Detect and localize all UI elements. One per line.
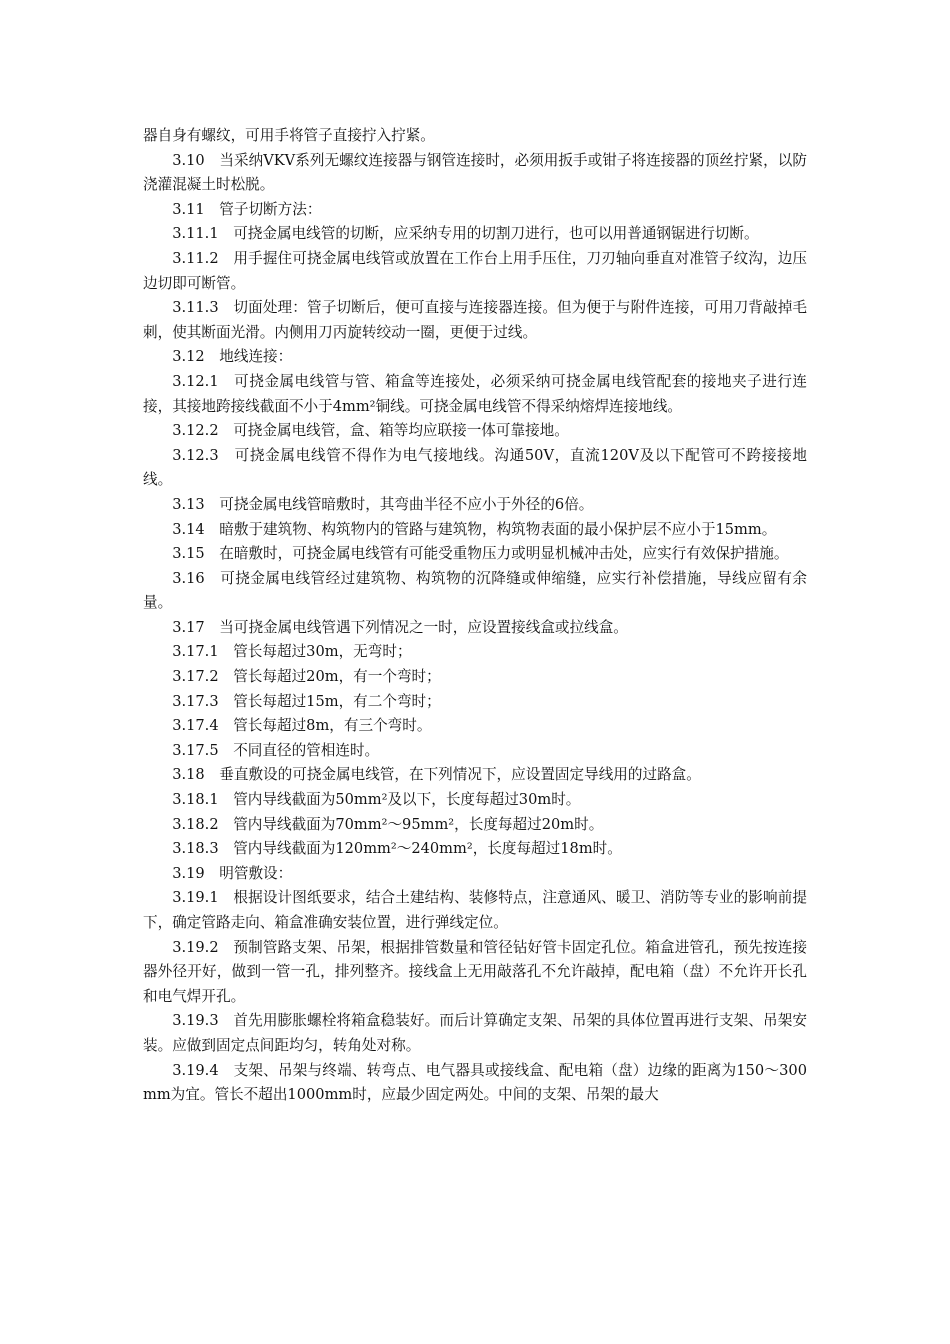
paragraph: 3.17.5 不同直径的管相连时。: [172, 741, 380, 759]
paragraph: 3.11.3 切面处理：管子切断后，便可直接与连接器连接。但为便于与附件连接，可用刀背敲掉毛刺，使其断面光滑。内侧用刀丙旋转绞动一圈，更便于过线。: [143, 299, 807, 341]
paragraph: 3.11 管子切断方法：: [172, 200, 322, 218]
paragraph: 3.14 暗敷于建筑物、构筑物内的管路与建筑物，构筑物表面的最小保护层不应小于15mm。: [172, 520, 777, 538]
paragraph: 3.11.1 可挠金属电线管的切断，应采纳专用的切割刀进行，也可以用普通钢锯进行切断。: [172, 225, 759, 243]
paragraph: 3.19.1 根据设计图纸要求，结合土建结构、装修特点，注意通风、暖卫、消防等专业的影响前提下，确定管路走向、箱盒准确安装位置，进行弹线定位。: [143, 889, 807, 931]
paragraph: 3.12.2 可挠金属电线管，盒、箱等均应联接一体可靠接地。: [172, 422, 569, 440]
paragraph: 3.19.3 首先用膨胀螺栓将箱盒稳装好。而后计算确定支架、吊架的具体位置再进行支架、吊架安装。应做到固定点间距均匀，转角处对称。: [143, 1012, 807, 1054]
paragraph: 3.18.3 管内导线截面为120mm²～240mm²，长度每超过18m时。: [172, 840, 622, 858]
paragraph: 3.19.4 支架、吊架与终端、转弯点、电气器具或接线盒、配电箱（盘）边缘的距离为150～300mm为宜。管长不超出1000mm时，应最少固定两处。中间的支架、吊架的最大: [143, 1061, 807, 1104]
paragraph: 3.18.2 管内导线截面为70mm²～95mm²，长度每超过20m时。: [172, 815, 604, 833]
paragraph: 3.12 地线连接：: [172, 348, 293, 366]
paragraph: 3.12.3 可挠金属电线管不得作为电气接地线。沟通50V，直流120V及以下配管可不跨接接地线。: [143, 446, 807, 489]
paragraph: 3.19 明管敷设：: [172, 864, 293, 882]
paragraph: 3.12.1 可挠金属电线管与管、箱盒等连接处，必须采纳可挠金属电线管配套的接地夹子进行连接，其接地跨接线截面不小于4mm²铜线。可挠金属电线管不得采纳熔焊连接地线。: [143, 372, 807, 415]
paragraph: 3.16 可挠金属电线管经过建筑物、构筑物的沉降缝或伸缩缝，应实行补偿措施，导线应留有余量。: [143, 569, 807, 612]
paragraph: 3.15 在暗敷时，可挠金属电线管有可能受重物压力或明显机械冲击处，应实行有效保护措施。: [172, 545, 789, 563]
paragraph: 器自身有螺纹，可用手将管子直接拧入拧紧。: [143, 127, 435, 144]
paragraph: 3.17.4 管长每超过8m，有三个弯时。: [172, 717, 432, 735]
paragraph: 3.11.2 用手握住可挠金属电线管或放置在工作台上用手压住，刀刃轴向垂直对准管子纹沟，边压边切即可断管。: [143, 249, 807, 292]
paragraph: 3.13 可挠金属电线管暗敷时，其弯曲半径不应小于外径的6倍。: [172, 495, 594, 513]
paragraph: 3.17.1 管长每超过30m，无弯时；: [172, 643, 412, 661]
paragraph: 3.18 垂直敷设的可挠金属电线管，在下列情况下，应设置固定导线用的过路盒。: [172, 766, 701, 784]
paragraph: 3.17.2 管长每超过20m，有一个弯时；: [172, 668, 441, 686]
document-body: [143, 124, 807, 1108]
paragraph: 3.10 当采纳VKV系列无螺纹连接器与钢管连接时，必须用扳手或钳子将连接器的顶丝拧紧，以防浇灌混凝土时松脱。: [143, 151, 807, 194]
paragraph: 3.17 当可挠金属电线管遇下列情况之一时，应设置接线盒或拉线盒。: [172, 618, 628, 636]
paragraph: 3.17.3 管长每超过15m，有二个弯时；: [172, 692, 441, 710]
paragraph: 3.19.2 预制管路支架、吊架，根据排管数量和管径钻好管卡固定孔位。箱盒进管孔，预先按连接器外径开好，做到一管一孔，排列整齐。接线盒上无用敲落孔不允许敲掉，配电箱（盘）不允许开长孔和电气焊开孔。: [143, 938, 807, 1005]
paragraph: 3.18.1 管内导线截面为50mm²及以下，长度每超过30m时。: [172, 791, 581, 809]
